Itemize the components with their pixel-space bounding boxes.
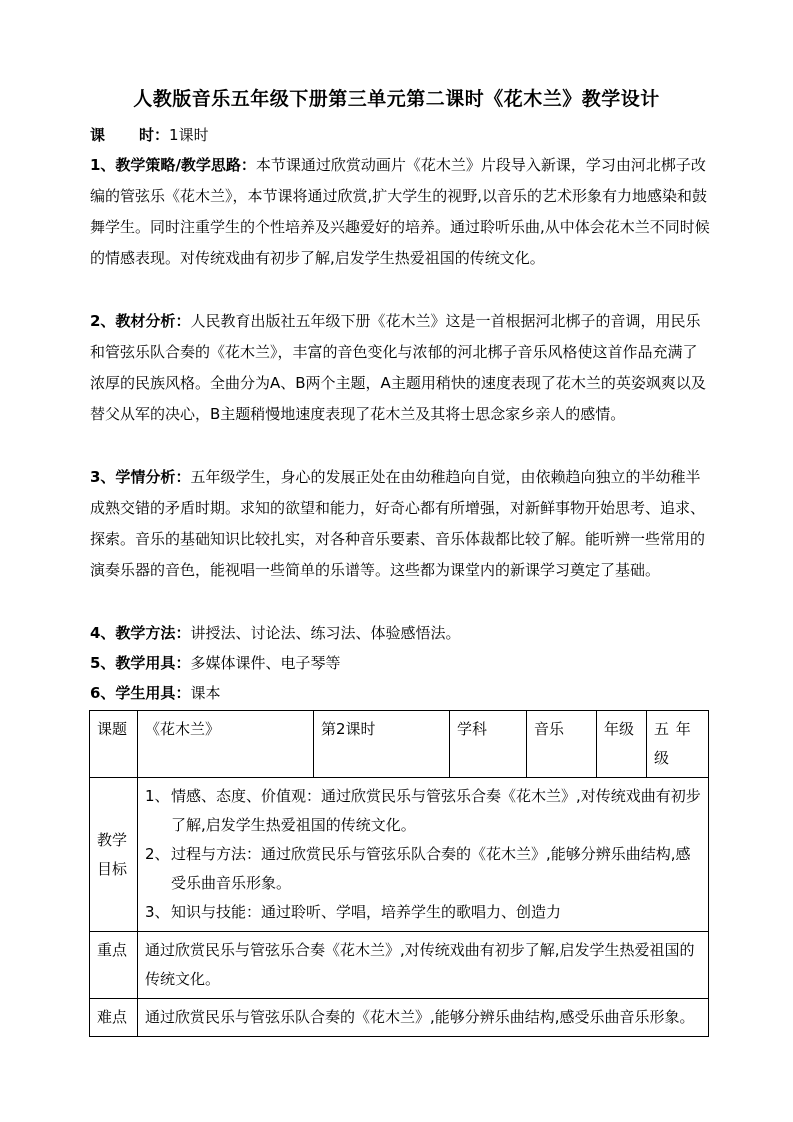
subject-label-cell: 学科 bbox=[450, 711, 527, 778]
table-row-difficulty bbox=[90, 999, 709, 1037]
difficulty-content-cell: 通过欣赏民乐与管弦乐队合奏的《花木兰》,能够分辨乐曲结构,感受乐曲音乐形象。 bbox=[138, 999, 709, 1037]
goal-num-2: 2、 bbox=[145, 845, 170, 863]
goals-label-cell bbox=[90, 778, 138, 932]
table-row-goals bbox=[90, 778, 709, 932]
section-student-tools-head: 6、学生用具： bbox=[90, 684, 191, 702]
section-learners-head: 3、学情分析： bbox=[90, 468, 191, 486]
period-label bbox=[90, 126, 169, 144]
section-teaching-tools bbox=[90, 648, 710, 679]
period-label-b: 时： bbox=[139, 126, 170, 144]
goal-item-3 bbox=[145, 898, 701, 927]
lesson-cell: 第2课时 bbox=[314, 711, 450, 778]
section-strategy-head: 1、教学策略/教学思路： bbox=[90, 156, 256, 174]
section-methods bbox=[90, 618, 710, 649]
section-methods-head: 4、教学方法： bbox=[90, 624, 191, 642]
period-value: 1课时 bbox=[169, 126, 209, 144]
key-content-cell: 通过欣赏民乐与管弦乐合奏《花木兰》,对传统戏曲有初步了解,启发学生热爱祖国的传统文化。 bbox=[138, 932, 709, 999]
grade-label-cell: 年级 bbox=[597, 711, 647, 778]
goal-item-2 bbox=[145, 840, 701, 898]
goal-num-3: 3、 bbox=[145, 903, 170, 921]
period-label-a: 课 bbox=[90, 126, 106, 144]
section-strategy bbox=[90, 150, 710, 274]
goal-item-1 bbox=[145, 782, 701, 840]
section-strategy-body: 本节课通过欣赏动画片《花木兰》片段导入新课，学习由河北梆子改编的管弦乐《花木兰》，本节课将通过欣赏,扩大学生的视野,以音乐的艺术形象有力地感染和鼓舞学生。同时注重学生的个性培养及兴趣爱好的培养。通过聆听乐曲,从中体会花木兰不同时候的情感表现。对传统戏曲有初步了解,启发学生热爱祖国的传统文化。 bbox=[90, 156, 710, 267]
goal-text-2: 过程与方法：通过欣赏民乐与管弦乐队合奏的《花木兰》,能够分辨乐曲结构,感受乐曲音乐形象。 bbox=[171, 845, 691, 892]
section-material-head: 2、教材分析： bbox=[90, 312, 191, 330]
section-teaching-tools-head: 5、教学用具： bbox=[90, 654, 191, 672]
subject-value-cell: 音乐 bbox=[527, 711, 597, 778]
goal-text-3: 知识与技能：通过聆听、学唱，培养学生的歌唱力、创造力 bbox=[171, 903, 562, 921]
section-material-body: 人民教育出版社五年级下册《花木兰》这是一首根据河北梆子的音调，用民乐和管弦乐队合奏的《花木兰》，丰富的音色变化与浓郁的河北梆子音乐风格使这首作品充满了浓厚的民族风格。全曲分为A、B两个主题，A主题用稍快的速度表现了花木兰的英姿飒爽以及替父从军的决心，B主题稍慢地速度表现了花木兰及其将士思念家乡亲人的感情。 bbox=[90, 312, 706, 423]
table-row-key bbox=[90, 932, 709, 999]
section-material bbox=[90, 306, 710, 430]
goals-label: 教学目标 bbox=[97, 830, 128, 878]
section-learners-body: 五年级学生，身心的发展正处在由幼稚趋向自觉，由依赖趋向独立的半幼稚半成熟交错的矛盾时期。求知的欲望和能力，好奇心都有所增强，对新鲜事物开始思考、追求、探索。音乐的基础知识比较扎实，对各种音乐要素、音乐体裁都比较了解。能听辨一些常用的演奏乐器的音色，能视唱一些简单的乐谱等。这些都为课堂内的新课学习奠定了基础。 bbox=[90, 468, 706, 579]
lesson-plan-table bbox=[89, 710, 709, 1037]
section-teaching-tools-body: 多媒体课件、电子琴等 bbox=[190, 654, 341, 672]
section-learners bbox=[90, 462, 710, 586]
grade-value-cell: 五 年级 bbox=[647, 711, 709, 778]
goal-num-1: 1、 bbox=[145, 787, 170, 805]
table-row-header bbox=[90, 711, 709, 778]
section-student-tools-body: 课本 bbox=[190, 684, 221, 702]
topic-label-cell: 课题 bbox=[90, 711, 138, 778]
lesson-period bbox=[90, 124, 209, 145]
topic-value-cell: 《花木兰》 bbox=[138, 711, 314, 778]
section-student-tools bbox=[90, 678, 710, 709]
section-methods-body: 讲授法、讨论法、练习法、体验感悟法。 bbox=[190, 624, 461, 642]
goals-content-cell bbox=[138, 778, 709, 932]
key-label-cell: 重点 bbox=[90, 932, 138, 999]
difficulty-label-cell: 难点 bbox=[90, 999, 138, 1037]
goal-text-1: 情感、态度、价值观：通过欣赏民乐与管弦乐合奏《花木兰》,对传统戏曲有初步了解,启发学生热爱祖国的传统文化。 bbox=[171, 787, 701, 834]
document-title: 人教版音乐五年级下册第三单元第二课时《花木兰》教学设计 bbox=[133, 88, 660, 110]
